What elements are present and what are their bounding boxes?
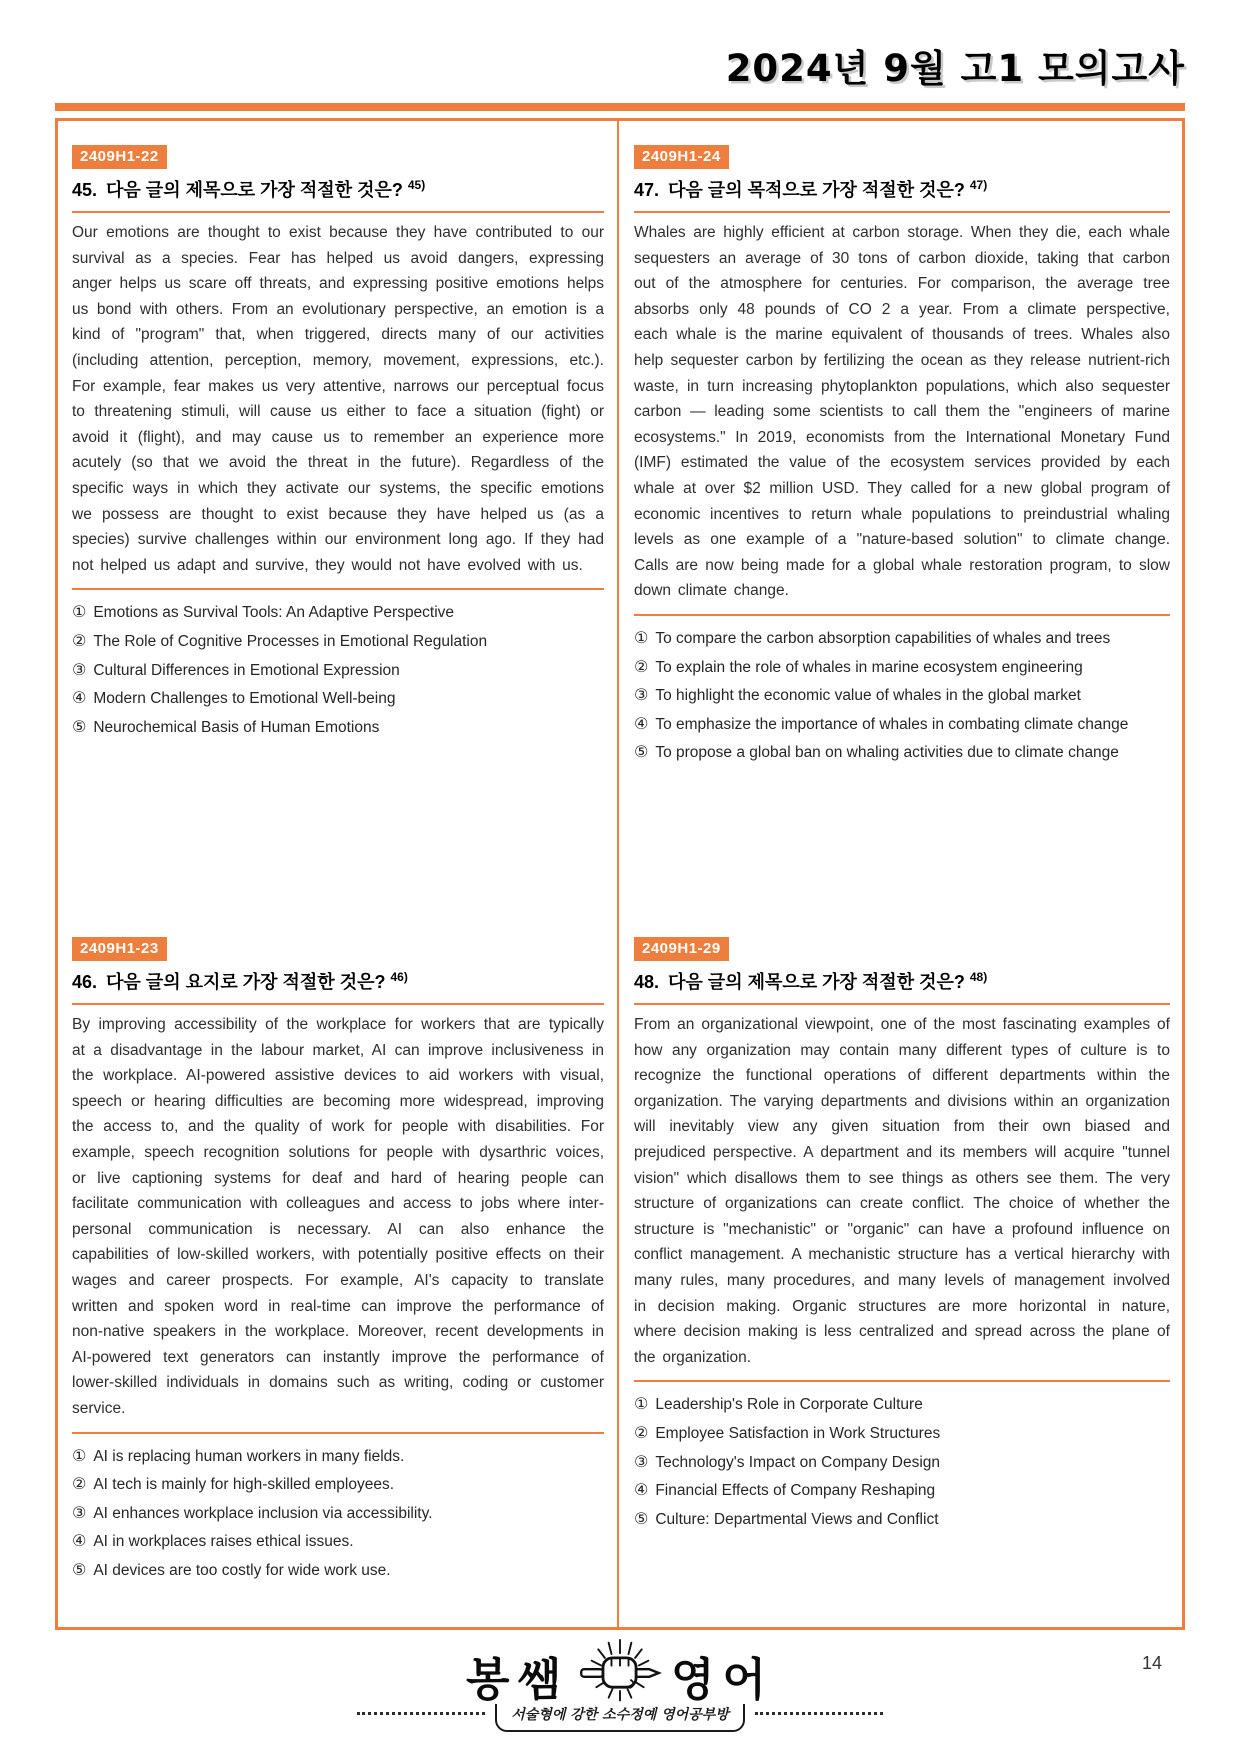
option-1 <box>72 598 604 627</box>
option-5 <box>72 713 604 742</box>
option-marker: ③ <box>634 685 649 705</box>
option-text: AI devices are too costly for wide work use. <box>93 1561 391 1579</box>
option-marker: ③ <box>72 1502 87 1522</box>
option-marker: ① <box>634 1394 649 1414</box>
option-4 <box>634 1476 1170 1505</box>
option-marker: ④ <box>72 688 87 708</box>
option-text: AI is replacing human workers in many fields. <box>93 1447 405 1465</box>
option-text: To highlight the economic value of whales in the global market <box>655 687 1081 705</box>
passage-text: By improving accessibility of the workplace for workers that are typically at a disadvantage in the labour market, AI can improve inclusiveness in the workplace. AI-powered assistive devices to aid workers with visual, speech or hearing difficulties are becoming more widespread, improving the access to, and the quality of work for people with disabilities. For example, speech recognition solutions for people with dysarthric voices, or live captioning systems for deaf and hard of hearing people can facilitate communication with colleagues and access to jobs where inter-personal communication is necessary. AI can also enhance the capabilities of low-skilled workers, with potentially positive effects on their wages and career prospects. For example, AI's capacity to translate written and spoken word in real-time can improve the performance of non-native speakers in the workplace. Moreover, recent developments in AI-powered text generators can instantly improve the performance of lower-skilled individuals in domains such as writing, coding or customer service. <box>72 1005 604 1434</box>
options-list <box>72 1442 604 1585</box>
option-text: Emotions as Survival Tools: An Adaptive Perspective <box>93 604 455 622</box>
page-number: 14 <box>1142 1653 1163 1673</box>
option-text: Leadership's Role in Corporate Culture <box>655 1396 923 1414</box>
option-marker: ② <box>634 656 649 676</box>
option-text: Cultural Differences in Emotional Expression <box>93 661 400 679</box>
options-list <box>634 624 1170 767</box>
option-2 <box>634 653 1170 682</box>
option-marker: ⑤ <box>634 742 649 762</box>
option-text: AI in workplaces raises ethical issues. <box>93 1533 354 1551</box>
logo-text-left: 봉쌤 <box>466 1653 569 1706</box>
option-marker: ① <box>72 602 87 622</box>
option-marker: ① <box>72 1445 87 1465</box>
question-prompt: 다음 글의 요지로 가장 적절한 것은? <box>106 972 386 992</box>
option-marker: ③ <box>72 659 87 679</box>
option-text: To propose a global ban on whaling activities due to climate change <box>655 744 1119 762</box>
question-46 <box>72 937 604 1584</box>
question-prompt: 다음 글의 제목으로 가장 적절한 것은? <box>106 180 403 200</box>
brand-logo <box>0 1638 1240 1713</box>
question-code-badge: 2409H1-24 <box>634 145 729 169</box>
option-text: Modern Challenges to Emotional Well-being <box>93 690 396 708</box>
option-3 <box>72 656 604 685</box>
option-2 <box>72 1470 604 1499</box>
question-footnote-ref: 46) <box>390 970 408 984</box>
option-text: To compare the carbon absorption capabilities of whales and trees <box>655 629 1111 647</box>
option-marker: ① <box>634 627 649 647</box>
option-text: Financial Effects of Company Reshaping <box>655 1482 936 1500</box>
option-3 <box>634 681 1170 710</box>
option-marker: ④ <box>634 713 649 733</box>
question-code-badge: 2409H1-23 <box>72 937 167 961</box>
option-text: Neurochemical Basis of Human Emotions <box>93 718 380 736</box>
option-1 <box>72 1442 604 1471</box>
option-text: AI enhances workplace inclusion via accessibility. <box>93 1504 433 1522</box>
options-list <box>634 1390 1170 1533</box>
option-3 <box>634 1448 1170 1477</box>
question-prompt: 다음 글의 목적으로 가장 적절한 것은? <box>668 180 965 200</box>
question-prompt: 다음 글의 제목으로 가장 적절한 것은? <box>668 972 965 992</box>
fist-pen-icon <box>577 1638 663 1713</box>
question-number: 45. <box>72 180 98 200</box>
option-marker: ⑤ <box>72 1559 87 1579</box>
question-47 <box>634 145 1170 767</box>
option-5 <box>72 1556 604 1585</box>
option-text: To explain the role of whales in marine ecosystem engineering <box>655 658 1083 676</box>
question-code-badge: 2409H1-22 <box>72 145 167 169</box>
option-5 <box>634 738 1170 767</box>
option-text: Technology's Impact on Company Design <box>655 1453 941 1471</box>
dotted-line-right <box>755 1712 883 1715</box>
option-4 <box>72 1527 604 1556</box>
question-footnote-ref: 48) <box>969 970 988 984</box>
question-title <box>72 176 604 213</box>
question-number: 46. <box>72 972 98 992</box>
option-text: Employee Satisfaction in Work Structures <box>655 1424 941 1442</box>
question-number: 47. <box>634 180 660 200</box>
option-1 <box>634 1390 1170 1419</box>
header-rule <box>55 103 1185 111</box>
question-45 <box>72 145 604 741</box>
brand-tagline-row <box>0 1704 1240 1732</box>
option-marker: ⑤ <box>634 1508 649 1528</box>
option-marker: ④ <box>72 1531 87 1551</box>
option-marker: ④ <box>634 1480 649 1500</box>
option-marker: ② <box>72 630 87 650</box>
brand-tagline: 서술형에 강한 소수정예 영어공부방 <box>495 1704 744 1732</box>
option-marker: ③ <box>634 1451 649 1471</box>
option-3 <box>72 1499 604 1528</box>
question-footnote-ref: 47) <box>969 178 988 192</box>
options-list <box>72 598 604 741</box>
passage-text: Our emotions are thought to exist because they have contributed to our survival as a species. Fear has helped us avoid dangers, expressing anger helps us scare off threats, and expressing positive emotions helps us bond with others. From an evolutionary perspective, an emotion is a kind of "program" that, when triggered, directs many of our activities (including attention, perception, memory, movement, expressions, etc.). For example, fear makes us very attentive, narrows our perceptual focus to threatening stimuli, will cause us either to face a situation (fight) or avoid it (flight), and may cause us to remember an experience more acutely (so that we avoid the threat in the future). Regardless of the specific ways in which they activate our systems, the specific emotions we possess are thought to exist because they have helped us (as a species) survive challenges within our environment long ago. If they had not helped us adapt and survive, they would not have evolved with us. <box>72 213 604 590</box>
option-4 <box>72 684 604 713</box>
option-text: The Role of Cognitive Processes in Emotional Regulation <box>93 632 488 650</box>
question-48 <box>634 937 1170 1533</box>
passage-text: Whales are highly efficient at carbon storage. When they die, each whale sequesters an average of 30 tons of carbon dioxide, taking that carbon out of the atmosphere for centuries. For comparison, the average tree absorbs only 48 pounds of CO 2 a year. From a climate perspective, each whale is the marine equivalent of thousands of trees. Whales also help sequester carbon by fertilizing the ocean as they release nutrient-rich waste, in turn increasing phytoplankton populations, which also sequester carbon — leading some scientists to call them the "engineers of marine ecosystems." In 2019, economists from the International Monetary Fund (IMF) estimated the value of the ecosystem services provided by each whale at over $2 million USD. They called for a new global program of economic incentives to return whale populations to preindustrial whaling levels as one example of a "nature-based solution" to climate change. Calls are now being made for a global whale restoration program, to slow down climate change. <box>634 213 1170 616</box>
option-marker: ② <box>72 1474 87 1494</box>
option-marker: ⑤ <box>72 716 87 736</box>
column-divider <box>617 121 619 1627</box>
question-code-badge: 2409H1-29 <box>634 937 729 961</box>
question-title <box>634 176 1170 213</box>
option-4 <box>634 710 1170 739</box>
dotted-line-left <box>357 1712 485 1715</box>
option-2 <box>72 627 604 656</box>
option-marker: ② <box>634 1422 649 1442</box>
question-number: 48. <box>634 972 660 992</box>
option-5 <box>634 1505 1170 1534</box>
logo-text-right: 영어 <box>671 1653 774 1706</box>
option-1 <box>634 624 1170 653</box>
question-footnote-ref: 45) <box>407 178 426 192</box>
page-title: 2024년 9월 고1 모의고사 <box>725 47 1185 90</box>
passage-text: From an organizational viewpoint, one of the most fascinating examples of how any organization may contain many different types of culture is to recognize the functional operations of different departments within the organization. The varying departments and divisions within an organization will inevitably view any given situation from their own biased and prejudiced perspective. A department and its members will acquire "tunnel vision" which disallows them to see things as others see them. The very structure of organizations can create conflict. The choice of whether the structure is "mechanistic" or "organic" can have a profound influence on conflict management. A mechanistic structure has a vertical hierarchy with many rules, many procedures, and many levels of management involved in decision making. Organic structures are more horizontal in nature, where decision making is less centralized and spread across the plane of the organization. <box>634 1005 1170 1382</box>
question-title <box>72 968 604 1005</box>
question-title <box>634 968 1170 1005</box>
option-text: AI tech is mainly for high-skilled employees. <box>93 1476 394 1494</box>
option-2 <box>634 1419 1170 1448</box>
exam-content-box <box>55 118 1185 1630</box>
option-text: To emphasize the importance of whales in combating climate change <box>655 715 1129 733</box>
option-text: Culture: Departmental Views and Conflict <box>655 1510 939 1528</box>
